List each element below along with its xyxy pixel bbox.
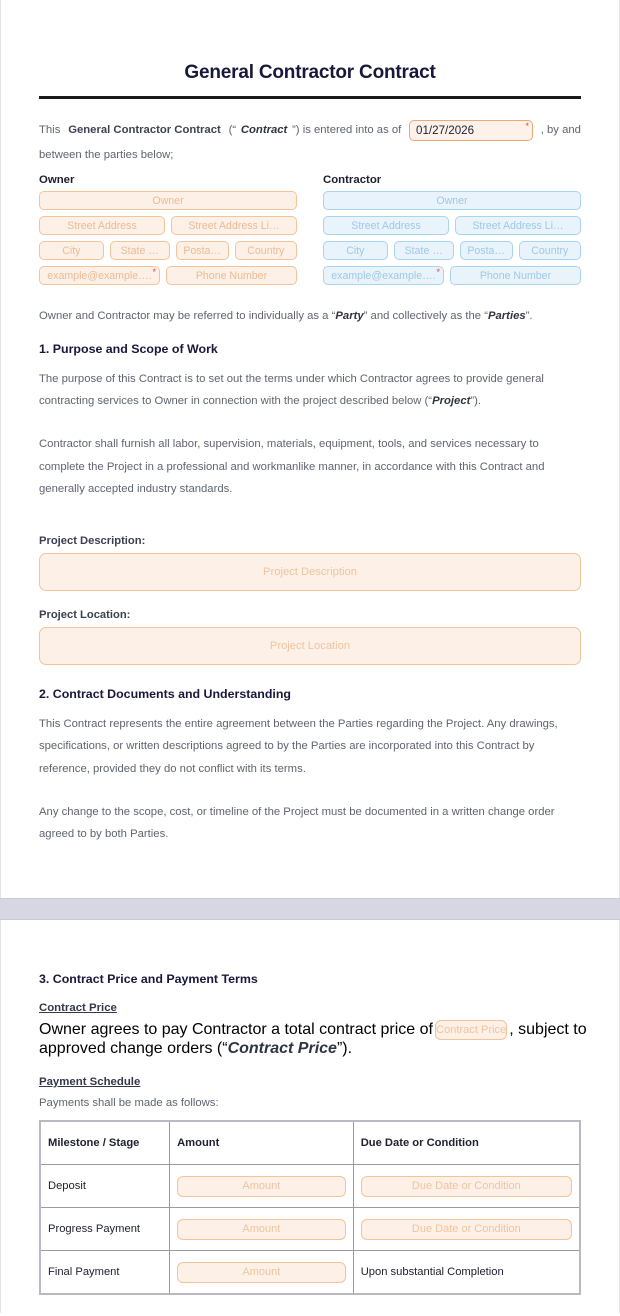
effective-date-value: 01/27/2026 [416, 123, 475, 137]
contractor-email-input[interactable] [323, 266, 444, 285]
s1p1-line2-c: ”). [470, 395, 482, 408]
owner-street-row [39, 216, 297, 235]
owner-state-input[interactable]: State … [110, 241, 170, 260]
table-row [40, 1208, 580, 1251]
column-header-amount: Amount [170, 1121, 354, 1165]
s2p1-line3: reference, provided they do not conflict with its terms. [39, 762, 306, 775]
spacer [39, 1058, 581, 1072]
section-2-paragraph-1 [39, 713, 581, 781]
spacer [39, 419, 581, 433]
price-line2-a: approved change orders (“ [39, 1039, 228, 1057]
price-line-2 [39, 1040, 581, 1058]
amount-cell [170, 1165, 354, 1208]
payment-schedule-subheading: Payment Schedule [39, 1075, 141, 1088]
effective-date-input[interactable] [409, 120, 533, 141]
owner-heading: Owner [39, 174, 75, 187]
contractor-heading: Contractor [323, 174, 382, 187]
contractor-postal-input[interactable]: Posta… [460, 241, 513, 260]
contract-price-defined-term: Contract Price [227, 1039, 337, 1057]
parties-note-e: ”. [525, 310, 533, 323]
contractor-city-input[interactable]: City [323, 241, 388, 260]
contractor-state-input[interactable]: State … [394, 241, 454, 260]
project-defined-term: Project [432, 395, 471, 408]
section-3-price-paragraph [39, 1020, 587, 1058]
page-1-bottom-spacer [39, 852, 581, 886]
s2p1-line2: specifications, or written descriptions agreed to by the Parties are incorporated into this Contract by [39, 740, 535, 753]
owner-country-input[interactable]: Country [235, 241, 297, 260]
parties-note-a: Owner and Contractor may be referred to individually as a “ [39, 310, 336, 323]
contractor-street2-input[interactable]: Street Address Li… [455, 216, 581, 235]
parties-defined-term: Parties [487, 310, 526, 323]
owner-city-row [39, 241, 297, 260]
intro-text-e: ”) is entered into as of [292, 124, 402, 136]
price-line2-c: ”). [336, 1039, 353, 1057]
contractor-block [323, 174, 581, 291]
page-title: General Contractor Contract [184, 62, 436, 83]
intro-text-c: (“ [225, 124, 237, 136]
project-location-input[interactable]: Project Location [39, 627, 581, 665]
amount-cell [170, 1208, 354, 1251]
required-asterisk: * [152, 267, 156, 278]
title-divider [39, 96, 581, 99]
s1p1-line1 [39, 368, 581, 391]
amount-input[interactable]: Amount [177, 1219, 346, 1240]
contractor-contact-row [323, 266, 581, 285]
milestone-cell: Progress Payment [40, 1208, 170, 1251]
contractor-street-input[interactable]: Street Address [323, 216, 449, 235]
contractor-country-input[interactable]: Country [519, 241, 581, 260]
intro-paragraph [39, 119, 581, 166]
s1p2-line2: complete the Project in a professional and workmanlike manner, in accordance with this Contract and [39, 460, 545, 473]
s1p1-line1-text: The purpose of this Contract is to set out the terms under which Contractor agrees to provide general [39, 372, 544, 385]
parties-section [39, 174, 581, 291]
contractor-name-row [323, 191, 581, 210]
s1p1-line2-a: contracting services to Owner in connection with the project described below (“ [39, 395, 433, 408]
owner-block [39, 174, 297, 291]
owner-name-row [39, 191, 297, 210]
owner-street-input[interactable]: Street Address [39, 216, 165, 235]
milestone-cell: Deposit [40, 1165, 170, 1208]
intro-defined-term: Contract [240, 124, 288, 136]
project-location-label: Project Location: [39, 608, 131, 621]
required-asterisk: * [525, 120, 530, 131]
amount-input[interactable]: Amount [177, 1176, 346, 1197]
section-3-heading: 3. Contract Price and Payment Terms [39, 971, 258, 986]
spacer [39, 507, 581, 531]
due-date-input[interactable]: Due Date or Condition [361, 1176, 572, 1197]
due-date-cell [353, 1165, 580, 1208]
price-line-a: Owner agrees to pay Contractor a total contract price of [39, 1020, 433, 1038]
milestone-cell: Final Payment [40, 1251, 170, 1294]
due-date-cell [353, 1208, 580, 1251]
section-1-heading: 1. Purpose and Scope of Work [39, 341, 218, 356]
contractor-phone-input[interactable]: Phone Number [450, 266, 581, 285]
owner-city-input[interactable]: City [39, 241, 104, 260]
s1p2-line1: Contractor shall furnish all labor, supervision, materials, equipment, tools, and services necessary to [39, 437, 539, 450]
payment-schedule-table [39, 1120, 581, 1295]
contractor-email-placeholder: example@example…. [331, 269, 436, 282]
price-line-b: , subject to [509, 1020, 587, 1038]
s1p2-line3: generally accepted industry standards. [39, 483, 233, 496]
section-2-heading: 2. Contract Documents and Understanding [39, 686, 291, 701]
owner-street2-input[interactable]: Street Address Li… [171, 216, 297, 235]
table-header-row [40, 1121, 580, 1165]
s2p2-line1: Any change to the scope, cost, or timeline of the Project must be documented in a written change order [39, 805, 555, 818]
amount-cell [170, 1251, 354, 1294]
spacer [39, 787, 581, 801]
page-break-separator [0, 898, 620, 920]
owner-contact-row [39, 266, 297, 285]
s2p1-line1: This Contract represents the entire agreement between the Parties regarding the Project. Any drawings, [39, 717, 558, 730]
parties-note-c: ” and collectively as the “ [363, 310, 488, 323]
s1p1-line2 [39, 390, 581, 413]
intro-text-f: , by and [540, 124, 581, 136]
document-page-2 [0, 920, 620, 1313]
contractor-name-input[interactable]: Owner [323, 191, 581, 210]
due-date-cell: Upon substantial Completion [353, 1251, 580, 1294]
column-header-due-date: Due Date or Condition [353, 1121, 580, 1165]
party-defined-term: Party [335, 310, 364, 323]
required-asterisk: * [436, 267, 440, 278]
project-description-input[interactable]: Project Description [39, 553, 581, 591]
s2p2-line2: agreed to by both Parties. [39, 828, 169, 841]
intro-line2: between the parties below; [39, 148, 174, 161]
due-date-input[interactable]: Due Date or Condition [361, 1219, 572, 1240]
section-2-paragraph-2 [39, 801, 581, 846]
contract-price-input[interactable]: Contract Price [435, 1020, 507, 1040]
contract-price-subheading: Contract Price [39, 1001, 117, 1014]
payment-intro: Payments shall be made as follows: [39, 1096, 219, 1109]
spacer [39, 591, 581, 605]
intro-text-a: This [39, 124, 64, 136]
table-row [40, 1251, 580, 1294]
table-row [40, 1165, 580, 1208]
section-1-paragraph-1 [39, 368, 581, 413]
parties-note [39, 305, 581, 328]
contractor-city-row [323, 241, 581, 260]
section-1-paragraph-2 [39, 433, 581, 501]
owner-email-input[interactable] [39, 266, 160, 285]
owner-name-input[interactable]: Owner [39, 191, 297, 210]
column-header-milestone: Milestone / Stage [40, 1121, 170, 1165]
amount-input[interactable]: Amount [177, 1262, 346, 1283]
project-description-label: Project Description: [39, 534, 146, 547]
owner-phone-input[interactable]: Phone Number [166, 266, 297, 285]
contractor-street-row [323, 216, 581, 235]
owner-postal-input[interactable]: Posta… [176, 241, 229, 260]
intro-contract-term: General Contractor Contract [68, 124, 221, 136]
price-line-1 [39, 1020, 587, 1040]
owner-email-placeholder: example@example…. [47, 269, 152, 282]
